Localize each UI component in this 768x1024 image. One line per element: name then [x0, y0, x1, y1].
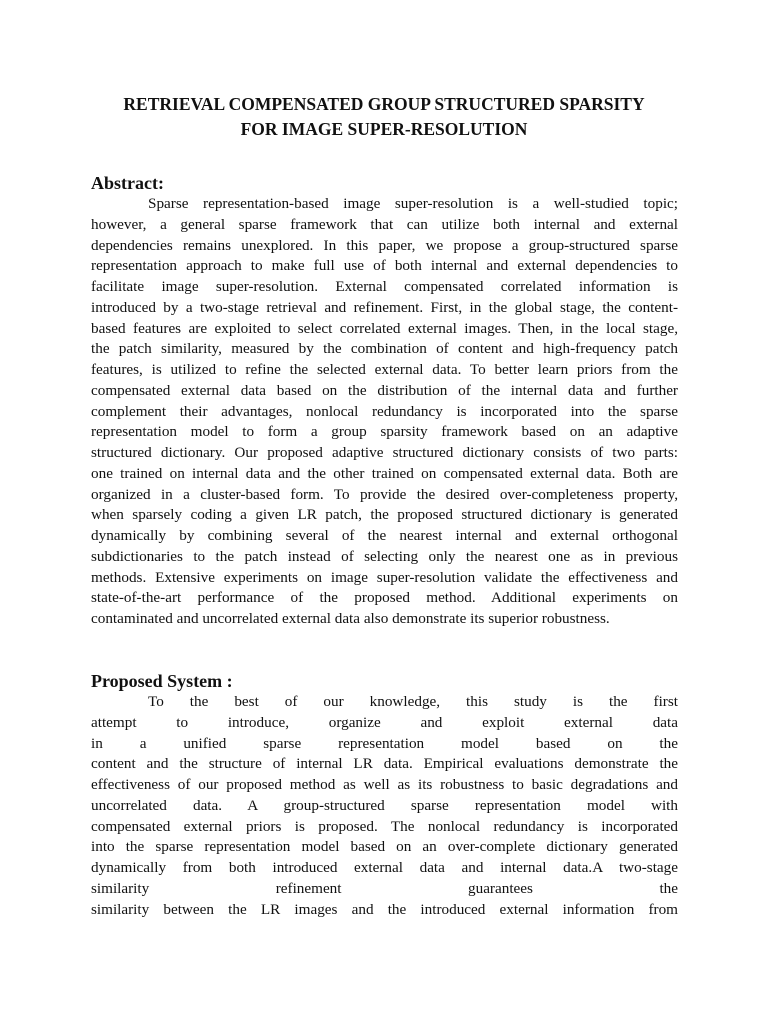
abstract-line: organized in a cluster-based form. To provide the desired over-completeness property,: [91, 485, 678, 503]
abstract-line: representation approach to make full use of both internal and external dependencies to: [91, 257, 678, 275]
abstract-line: contaminated and uncorrelated external data also demonstrate its superior robustness.: [91, 610, 610, 627]
proposed-system-line: dynamically from both introduced external data and internal data.A two-stage: [91, 859, 678, 876]
abstract-line: compensated external data based on the distribution of the internal data and further: [91, 381, 678, 399]
abstract-line: when sparsely coding a given LR patch, the proposed structured dictionary is generated: [91, 506, 678, 524]
proposed-system-line: To the best of our knowledge, this study is the first: [148, 693, 678, 710]
proposed-system-line: in a unified sparse representation model based on the: [91, 734, 678, 752]
proposed-system-line: content and the structure of internal LR data. Empirical evaluations demonstrate the: [91, 755, 678, 773]
abstract-line: representation model to form a group sparsity framework based on an adaptive: [91, 423, 678, 441]
abstract-line: features, is utilized to refine the selected external data. To better learn priors from the: [91, 361, 678, 378]
abstract-line: state-of-the-art performance of the proposed method. Additional experiments on: [91, 589, 678, 607]
abstract-line: however, a general sparse framework that can utilize both internal and external: [91, 215, 678, 233]
abstract-line: the patch similarity, measured by the combination of content and high-frequency patch: [91, 340, 678, 358]
abstract-line: methods. Extensive experiments on image super-resolution validate the effectiveness and: [91, 568, 678, 586]
proposed-system-line: similarity refinement guarantees the: [91, 879, 678, 897]
abstract-heading: Abstract:: [91, 173, 164, 193]
proposed-system-line: compensated external priors is proposed. The nonlocal redundancy is incorporated: [91, 817, 678, 835]
abstract-line: based features are exploited to select correlated external images. Then, in the local stage,: [91, 319, 678, 337]
abstract-line: complement their advantages, nonlocal redundancy is incorporated into the sparse: [91, 402, 678, 420]
abstract-line: dependencies remains unexplored. In this paper, we propose a group-structured sparse: [91, 236, 678, 254]
title-line-1: RETRIEVAL COMPENSATED GROUP STRUCTURED SPARSITY: [123, 94, 645, 114]
document-title: [80, 92, 688, 142]
proposed-system-line: effectiveness of our proposed method as well as its robustness to basic degradations and: [91, 776, 678, 793]
abstract-line: facilitate image super-resolution. External compensated correlated information is: [91, 278, 678, 295]
abstract-line: introduced by a two-stage retrieval and refinement. First, in the global stage, the content-: [91, 298, 678, 316]
proposed-system-line: uncorrelated data. A group-structured sparse representation model with: [91, 796, 678, 814]
abstract-line: Sparse representation-based image super-resolution is a well-studied topic;: [148, 195, 678, 212]
abstract-line: subdictionaries to the patch instead of selecting only the nearest one as in previous: [91, 547, 678, 565]
proposed-system-paragraph: [91, 692, 678, 920]
abstract-line: dynamically by combining several of the nearest internal and external orthogonal: [91, 527, 678, 544]
proposed-system-line: into the sparse representation model based on an over-complete dictionary generated: [91, 838, 678, 856]
proposed-system-line: similarity between the LR images and the introduced external information from: [91, 900, 678, 918]
abstract-line: one trained on internal data and the other trained on compensated external data. Both are: [91, 464, 678, 482]
proposed-system-heading: Proposed System :: [91, 671, 233, 691]
abstract-line: structured dictionary. Our proposed adaptive structured dictionary consists of two parts:: [91, 444, 678, 461]
proposed-system-line: attempt to introduce, organize and exploit external data: [91, 713, 678, 731]
title-line-2: FOR IMAGE SUPER-RESOLUTION: [240, 119, 528, 139]
abstract-paragraph: [91, 194, 678, 630]
